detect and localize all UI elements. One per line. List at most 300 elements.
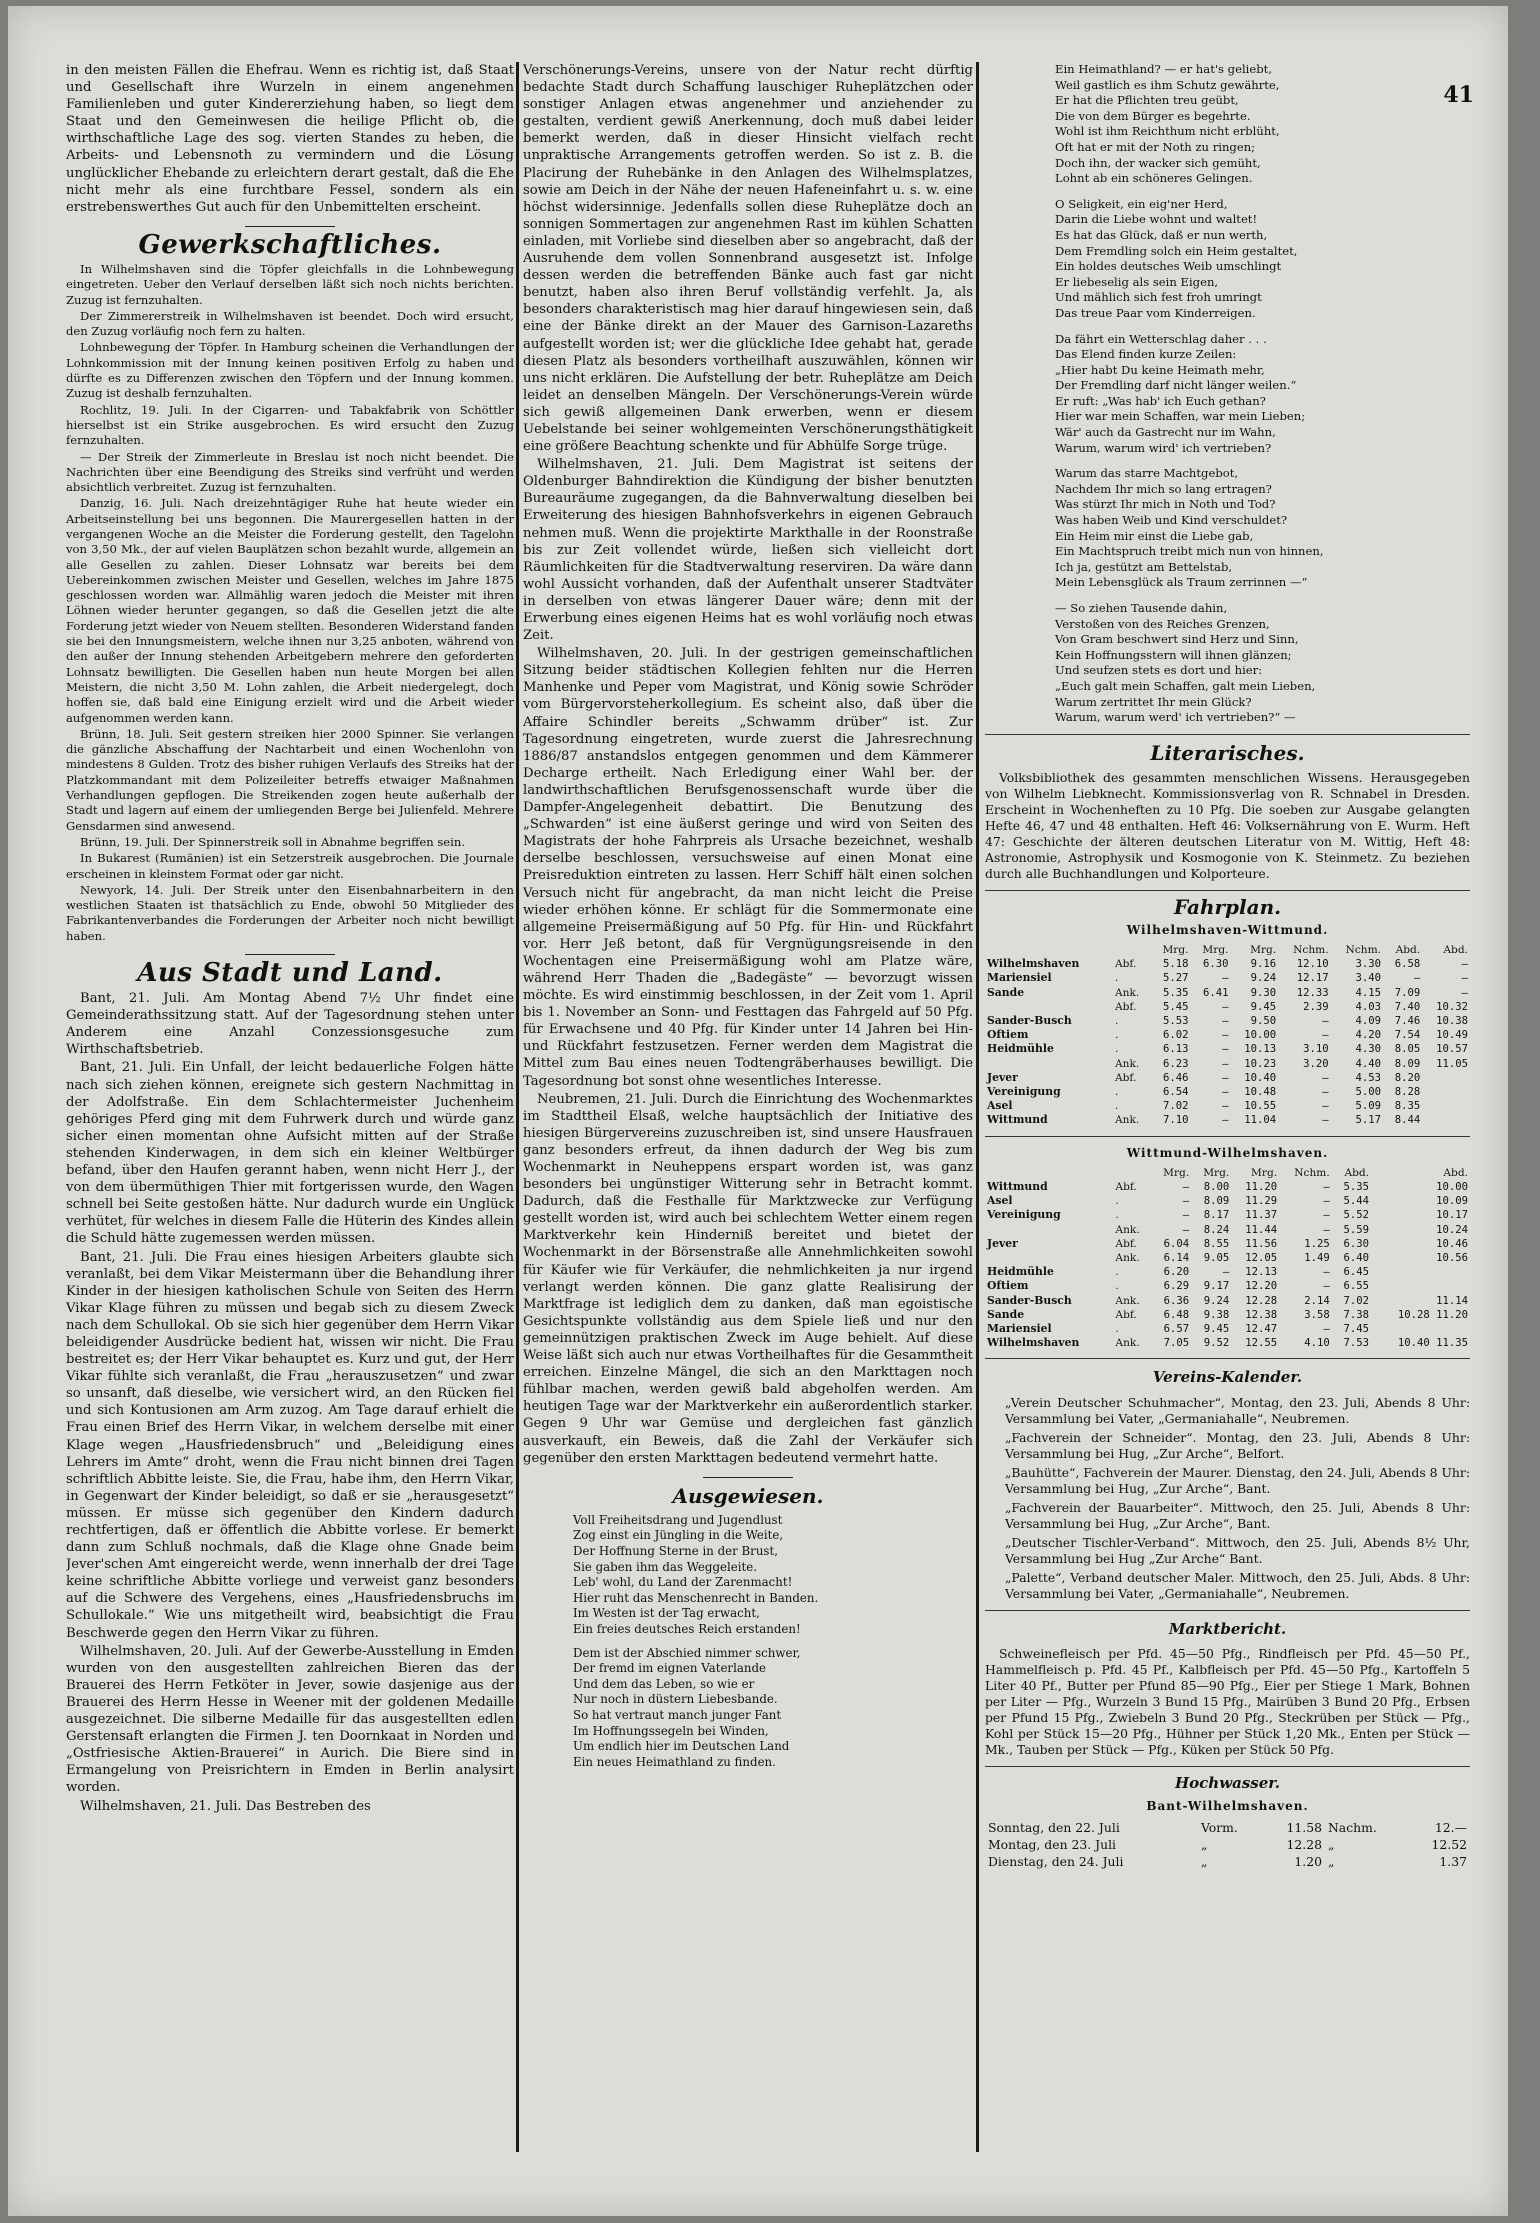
poem-line: Da fährt ein Wetterschlag daher . . .: [1055, 331, 1267, 346]
time-cell: 9.24: [1250, 972, 1277, 985]
arrival-departure: Abf.: [1115, 1237, 1137, 1250]
time-cell: —: [1323, 1266, 1330, 1279]
gewerkschaftliches-section: [66, 262, 514, 944]
time-cell: 6.54: [1163, 1086, 1189, 1099]
time-cell: —: [1323, 1323, 1330, 1335]
time-cell: 6.02: [1163, 1029, 1189, 1042]
tide-value: 12.—: [1434, 1819, 1467, 1835]
time-cell: 11.56: [1245, 1237, 1278, 1250]
news-item: Wilhelmshaven, 21. Juli. Das Bestreben des: [80, 1798, 371, 1814]
poem-line: Warum das starre Machtgebot,: [1055, 466, 1239, 481]
time-cell: —: [1222, 1114, 1229, 1127]
arrival-departure: Abf.: [1115, 1071, 1137, 1084]
time-cell: 6.30: [1343, 1237, 1370, 1250]
arrival-departure: Abf.: [1115, 1000, 1137, 1013]
arrival-departure: .: [1115, 1266, 1119, 1279]
station-name: Heidmühle: [987, 1265, 1054, 1279]
poem-line: Der fremd im eignen Vaterlande: [573, 1661, 767, 1676]
time-cell: 6.40: [1343, 1251, 1370, 1264]
poem-ausgewiesen: [523, 1513, 973, 1771]
time-cell: 1.25: [1304, 1237, 1330, 1250]
timetable-row: [985, 1336, 1470, 1350]
time-cell: 10.09: [1436, 1195, 1468, 1208]
time-cell: 6.45: [1343, 1266, 1370, 1279]
time-cell: 6.20: [1163, 1266, 1190, 1279]
calendar-entry: „Verein Deutscher Schuhmacher“, Montag, den 23. Juli, Abends 8 Uhr: Versammlung bei Vater, „Germaniahalle“, Neubremen.: [1005, 1394, 1470, 1426]
poem-line: Was stürzt Ihr mich in Noth und Tod?: [1055, 497, 1276, 512]
station-name: Asel: [987, 1099, 1013, 1113]
time-cell: 10.55: [1244, 1100, 1277, 1113]
time-cell: [1422, 1099, 1470, 1113]
time-cell: 1.49: [1304, 1251, 1330, 1264]
poem-line: — So ziehen Tausende dahin,: [1055, 601, 1228, 615]
tide-value: „: [1200, 1836, 1208, 1852]
time-cell: 6.36: [1163, 1294, 1190, 1307]
station-name: Heidmühle: [987, 1042, 1054, 1056]
station-name: Vereinigung: [987, 1208, 1061, 1222]
time-cell: 4.03: [1355, 1000, 1381, 1013]
poem-line: Kein Hoffnungsstern will ihnen glänzen;: [1055, 647, 1292, 662]
poem-line: Ich ja, gestützt am Bettelstab,: [1055, 559, 1233, 574]
time-cell: 10.48: [1244, 1086, 1277, 1099]
station-name: Sander-Busch: [987, 1293, 1072, 1307]
market-report: Schweinefleisch per Pfd. 45—50 Pfg., Rindfleisch per Pfd. 45—50 Pf., Hammelfleisch p. Pfd. 45 Pf., Kalbfleisch per Pfd. 45—50 Pfg., Kartoffeln 5 Liter 40 Pf., Butter per Pfund 85—90 Pfg., Eier per Stiege 1 Mark, Bohnen per Liter — Pfg., Wurzeln 3 Bund 15 Pfg., Mairüben 3 Bund 20 Pfg., Erbsen per Pfund 15 Pfg., Zwiebeln 3 Bund 20 Pfg., Steckrüben per Stück — Pfg., Kohl per Stück 15—20 Pfg., Hühner per Stück 1,20 Mk., Enten per Stück — Mk., Tauben per Stück — Pfg., Küken per Stück 50 Pfg.: [985, 1645, 1470, 1757]
divider: [985, 890, 1470, 891]
poem-line: Der Fremdling darf nicht länger weilen.“: [1055, 378, 1297, 393]
time-cell: 5.53: [1163, 1015, 1189, 1028]
timetable-row: [985, 1237, 1470, 1251]
time-cell: —: [1322, 1100, 1329, 1113]
poem-line: Das Elend finden kurze Zeilen:: [1055, 347, 1237, 362]
poem-line: Wohl ist ihm Reichthum nicht erblüht,: [1055, 124, 1280, 139]
poem-line: Und seufzen stets es dort und hier:: [1055, 663, 1263, 678]
arrival-departure: Ank.: [1115, 1251, 1140, 1264]
time-cell: —: [1323, 1280, 1330, 1293]
poem-line: Wär' auch da Gastrecht nur im Wahn,: [1055, 425, 1276, 440]
time-cell: —: [1413, 972, 1421, 985]
calendar-entry: „Bauhütte“, Fachverein der Maurer. Dienstag, den 24. Juli, Abends 8 Uhr: Versammlung bei Hug, „Zur Arche“, Bant.: [1005, 1464, 1470, 1496]
time-cell: 10.00: [1244, 1029, 1277, 1042]
time-cell: 9.45: [1203, 1323, 1230, 1335]
time-cell: —: [1222, 1086, 1229, 1099]
poem-line: Weil gastlich es ihm Schutz gewährte,: [1055, 77, 1280, 92]
poem-line: Was haben Weib und Kind verschuldet?: [1055, 513, 1288, 528]
poem-line: Voll Freiheitsdrang und Jugendlust: [573, 1512, 783, 1527]
poem-line: Nur noch in düstern Liebesbande.: [573, 1692, 778, 1707]
news-item: Neubremen, 21. Juli. Durch die Einrichtung des Wochenmarktes im Stadttheil Elsaß, welche hauptsächlich der Initiative des hiesigen Bürgervereins zuzuschreiben ist, sind unsere Hausfrauen ganz besonders erfreut, da ihnen dadurch der Weg bis zum Wochenmarkt in Neuheppens erspart worden ist, was ganz besonders bei ungünstiger Witterung sehr in Betracht kommt. Dadurch, daß die Festhalle für Marktzwecke zur Verfügung gestellt worden ist, wird auch bei schlechtem Wetter einem regen Marktverkehr kein Hinderniß bereitet und bietet der Wochenmarkt in der Börsenstraße alle Annehmlichkeiten sowohl für Käufer wie für Verkäufer, die nehmlichkeiten ja nur irgend verlangt werden können. Die ganz glatte Realisirung der Marktfrage ist lediglich dem zu danken, daß man egoistische Gesichtspunkte vollständig aus dem Spiele ließ und nur den gemeinnützigen praktischen Zweck im Auge behielt. Auf diese Weise läßt sich auch nur etwas Vortheilhaftes für die Gesammtheit erreichen. Einzelne Mängel, die sich an den Markttagen noch fühlbar machen, werden gewiß bald abgeholfen werden. Am heutigen Tage war der Marktverkehr ein außerordentlich starker. Gegen 9 Uhr war Gemüse und dergleichen fast gänzlich ausverkauft, ein Beweis, daß die Zahl der Verkäufer sich gegenüber den ersten Markttagen bedeutend vermehrt hatte.: [523, 1091, 973, 1466]
station-name: [985, 1223, 1113, 1237]
tide-value: „: [1200, 1853, 1208, 1869]
station-name: Wittmund: [987, 1113, 1048, 1127]
news-item: Danzig, 16. Juli. Nach dreizehntägiger Ruhe hat heute wieder ein Arbeitseinstellung bei uns begonnen. Die Maurergesellen hatten in der vergangenen Woche an die Meister die Forderung gestellt, den Tagelohn von 3,50 Mk., der auf vielen Bauplätzen schon bezahlt wurde, allgemein an alle Gesellen zu zahlen. Dieser Lohnsatz war bereits bei dem Uebereinkommen zwischen Meister und Gesellen, welches im Jahre 1875 geschlossen worden war. Allmählig waren jedoch die Meister mit ihren Löhnen wieder herunter gegangen, so daß die Gesellen jetzt die alte Forderung jetzt wieder von Neuem stellten. Besonderen Widerstand fanden sie bei den Innungsmeistern, welche ihnen nur 3,25 anboten, während von den außer der Innung stehenden Arbeitgebern mehrere den geforderten Lohnsatz bewilligten. Die Gesellen haben nun heute Morgen bei allen Meistern, die nicht 3,50 M. Lohn zahlen, die Arbeit niedergelegt, doch hoffen sie, daß bald eine Einigung erzielt wird und die Arbeit wieder aufgenommen werden kann.: [66, 496, 514, 725]
poem-line: Verstoßen von des Reiches Grenzen,: [1055, 616, 1270, 631]
time-cell: 5.17: [1355, 1114, 1381, 1127]
time-cell: 6.04: [1163, 1237, 1190, 1250]
poem-line: „Hier habt Du keine Heimath mehr,: [1055, 362, 1265, 377]
time-cell: —: [1323, 1209, 1330, 1222]
time-cell: 10.46: [1436, 1237, 1468, 1250]
page-number: 41: [1443, 82, 1474, 108]
time-cell: 11.44: [1245, 1223, 1278, 1236]
tide-row: [985, 1819, 1470, 1836]
tide-row: [985, 1853, 1470, 1870]
news-item: Der Zimmererstreik in Wilhelmshaven ist beendet. Doch wird ersucht, den Zuzug vorläufig noch fern zu halten.: [66, 308, 514, 339]
poem-line: Ein freies deutsches Reich erstanden!: [573, 1621, 801, 1636]
time-cell: 8.00: [1203, 1180, 1230, 1193]
time-cell: 10.32: [1436, 1000, 1468, 1013]
station-name: Jever: [987, 1070, 1018, 1084]
timetable-row: [985, 1099, 1470, 1113]
time-cell: 2.14: [1304, 1294, 1330, 1307]
time-cell: 12.05: [1245, 1251, 1278, 1264]
tide-value: 11.58: [1286, 1819, 1322, 1835]
time-cell: 6.48: [1163, 1308, 1190, 1321]
time-cell: 7.54: [1394, 1029, 1421, 1042]
timetable-row: [985, 1028, 1470, 1042]
poem-line: Ein Heimathland? — er hat's geliebt,: [1055, 62, 1272, 76]
time-cell: [1371, 1279, 1470, 1293]
station-name: Wittmund: [987, 1179, 1048, 1193]
calendar-entry: „Palette“, Verband deutscher Maler. Mittwoch, den 25. Juli, Abds. 8 Uhr: Versammlung bei Vater, „Germaniahalle“, Neubremen.: [1005, 1569, 1470, 1601]
tide-day: Sonntag, den 22. Juli: [988, 1819, 1120, 1835]
time-cell: 12.10: [1296, 958, 1329, 971]
time-cell: 5.45: [1163, 1000, 1189, 1013]
time-cell: 10.28 11.20: [1397, 1308, 1468, 1321]
poem-line: Hier ruht das Menschenrecht in Banden.: [573, 1590, 819, 1605]
section-heading-literarisches: Literarisches.: [1150, 740, 1305, 765]
poem-line: „Euch galt mein Schaffen, galt mein Lieben,: [1055, 678, 1316, 693]
time-cell: 10.24: [1436, 1223, 1468, 1236]
tide-day: Dienstag, den 24. Juli: [988, 1853, 1124, 1869]
poem-line: Warum zertrittet Ihr mein Glück?: [1055, 694, 1252, 709]
poem-line: Oft hat er mit der Noth zu ringen;: [1055, 139, 1256, 154]
time-cell: 7.05: [1163, 1337, 1190, 1350]
time-cell: 5.44: [1343, 1195, 1370, 1208]
timetable-row: [985, 1251, 1470, 1265]
time-cell: 9.38: [1203, 1308, 1230, 1321]
time-cell: 12.17: [1296, 972, 1329, 985]
timetable-row: [985, 986, 1470, 1000]
station-name: Vereinigung: [987, 1085, 1061, 1099]
news-item: Bant, 21. Juli. Am Montag Abend 7½ Uhr findet eine Gemeinderathssitzung statt. Auf der Tagesordnung stehen unter Anderem eine Anzahl Conzessionsgesuche zum Wirthschaftsbetrieb.: [66, 991, 514, 1058]
poem-line: Doch ihn, der wacker sich gemüht,: [1055, 155, 1261, 170]
time-cell: 9.50: [1250, 1015, 1277, 1028]
divider: [703, 1477, 793, 1478]
arrival-departure: Ank.: [1115, 1057, 1140, 1070]
section-heading-hochwasser: Hochwasser.: [1174, 1773, 1281, 1792]
news-item: Wilhelmshaven, 20. Juli. Auf der Gewerbe-Ausstellung in Emden wurden von den ausgestellten zahlreichen Bieren das der Brauerei des Herrn Fetköter in Jever, sowie dasjenige aus der Brauerei des Herrn Hesse in Weener mit der goldenen Medaille ausgezeichnet. Die silberne Medaille für das ausgestellten edlen Gerstensaft erlangten die Firmen J. ten Doornkaat in Norden und „Ostfriesische Aktien-Brauerei“ in Aurich. Die Biere sind in Ermangelung von Preisrichtern in Emden in Berlin analysirt worden.: [66, 1643, 514, 1796]
arrival-departure: .: [1115, 1086, 1119, 1099]
station-name: [985, 1000, 1113, 1014]
time-cell: 5.35: [1163, 986, 1189, 999]
station-name: Wilhelmshaven: [987, 1336, 1080, 1350]
time-cell: —: [1182, 1223, 1190, 1236]
poem-line: Um endlich hier im Deutschen Land: [573, 1739, 790, 1754]
poem-line: Von Gram beschwert sind Herz und Sinn,: [1055, 632, 1299, 647]
time-cell: —: [1323, 1180, 1330, 1193]
time-cell: 5.52: [1343, 1209, 1370, 1222]
timetable-row: [985, 1308, 1470, 1322]
time-cell: 5.00: [1355, 1086, 1381, 1099]
time-cell: —: [1322, 1086, 1329, 1099]
divider: [985, 1610, 1470, 1611]
poem-line: Zog einst ein Jüngling in die Weite,: [573, 1528, 784, 1543]
arrival-departure: .: [1115, 1029, 1119, 1042]
timetable-row: [985, 971, 1470, 985]
news-item: Wilhelmshaven, 21. Juli. Dem Magistrat ist seitens der Oldenburger Bahndirektion die Kündigung der bisher benutzten Bureauräume zugegangen, da die Bahnverwaltung dieselben bei Erweiterung des hiesigen Bahnhofsverkehrs in eigenen Gebrauch nehmen muß. Wenn die projektirte Markthalle in der Roonstraße bis zur Zeit vollendet würde, ließen sich vielleicht dort Räumlichkeiten für die Stadtverwaltung reserviren. Da wäre dann wohl Aussicht vorhanden, daß der Aufenthalt unserer Stadtväter in derselben von etwas längerer Dauer wäre; denn mit der Erwerbung eines eigenen Heims hat es wohl vorläufig noch etwas Zeit.: [523, 457, 973, 644]
time-cell: 9.24: [1203, 1294, 1230, 1307]
time-cell: 7.09: [1394, 986, 1421, 999]
station-name: Mariensiel: [987, 1322, 1052, 1335]
time-cell: 8.09: [1203, 1195, 1230, 1208]
poem-line: Hier war mein Schaffen, war mein Lieben;: [1055, 409, 1306, 424]
column-rule: [516, 62, 519, 2152]
time-cell: 6.58: [1394, 958, 1421, 971]
time-cell: 7.38: [1343, 1308, 1370, 1321]
arrival-departure: Ank.: [1115, 1223, 1140, 1236]
poem-line: Mein Lebensglück als Traum zerrinnen —“: [1055, 575, 1308, 590]
time-cell: 4.30: [1355, 1043, 1381, 1056]
time-cell: 8.17: [1203, 1209, 1230, 1222]
time-cell: 9.05: [1203, 1251, 1230, 1264]
timetable-row: [985, 1223, 1470, 1237]
news-item: Lohnbewegung der Töpfer. In Hamburg scheinen die Verhandlungen der Lohnkommission mit der Innung keinen positiven Erfolg zu haben und dürfte es zu Differenzen zwischen den Töpfern und der Innung kommen. Zuzug ist deshalb fernzuhalten.: [66, 340, 514, 401]
time-cell: —: [1461, 986, 1468, 999]
arrival-departure: Ank.: [1115, 1114, 1140, 1127]
divider: [985, 1358, 1470, 1359]
timetable-header: Mrg. Mrg. Mrg. Nchm. Nchm. Abd. Abd.: [1162, 944, 1468, 957]
station-name: [985, 1057, 1113, 1071]
tide-value: 12.52: [1431, 1836, 1467, 1852]
time-cell: 10.13: [1244, 1043, 1277, 1056]
tide-value: „: [1327, 1836, 1335, 1852]
timetable-row: [985, 1071, 1470, 1085]
time-cell: 8.20: [1394, 1071, 1421, 1084]
stanza-break: [1055, 591, 1470, 601]
news-item: Bant, 21. Juli. Die Frau eines hiesigen Arbeiters glaubte sich veranlaßt, bei dem Vikar Meistermann über die Behandlung ihrer Kinder in der hiesigen katholischen Schule von Seiten des Herrn Vikar Klage führen zu müssen und begab sich zu diesem Zweck nach dem Schullokal. Ob sie sich hier gegenüber dem Herrn Vikar beleidigender Ausdrücke bedient hat, wissen wir nicht. Die Frau bestreitet es; der Herr Vikar behauptet es. Kurz und gut, der Herr Vikar fühlte sich veranlaßt, die Frau „herauszusetzen“ und zwar so unsanft, daß dieselbe, wie versichert wird, an den Rücken fiel und sich Kontusionen am Arm zuzog. Am Tage darauf erhielt die Frau einen Brief des Herrn Vikar, in welchem derselbe mit einer Klage wegen „Hausfriedensbruch“ und „Beleidigung eines Lehrers im Amte“ droht, wenn die Frau nicht binnen drei Tagen schriftlich Abbitte leiste. Sie, die Frau, habe ihm, den Herrn Vikar, in Gegenwart der Kinder beleidigt, so daß er sie „herausgesetzt“ müssen. Er müsse sich gegenüber den Kindern dadurch rechtfertigen, daß er öffentlich die Abbitte vorlese. Er bemerkt dann zum Schluß nochmals, daß die Klage ohne Gnade beim Jever'schen Amt eingereicht werde, wenn innerhalb der drei Tage keine schriftliche Abbitte vorliege und verweist ganz besonders auf die Schwere des Vergehens, eines „Hausfriedensbruchs im Schullokale.“ Wie uns mitgetheilt wird, beabsichtigt die Frau Beschwerde gegen den Herrn Vikar zu führen.: [66, 1249, 514, 1641]
time-cell: 6.30: [1202, 958, 1229, 971]
timetable-body: [985, 1180, 1470, 1350]
time-cell: 7.40: [1394, 1000, 1421, 1013]
timetable-row: [985, 1265, 1470, 1279]
time-cell: 6.46: [1163, 1071, 1189, 1084]
time-cell: [1422, 1085, 1470, 1099]
stanza-break: [573, 1638, 973, 1646]
timetable-row: [985, 1208, 1470, 1222]
time-cell: 10.56: [1436, 1251, 1468, 1264]
time-cell: 11.04: [1244, 1114, 1277, 1127]
time-cell: [1371, 1322, 1470, 1336]
poem-line: Ein neues Heimathland zu finden.: [573, 1754, 776, 1769]
poem-line: Im Westen ist der Tag erwacht,: [573, 1606, 760, 1621]
stanza-break: [1055, 187, 1470, 197]
time-cell: 3.58: [1304, 1308, 1330, 1321]
time-cell: 10.40: [1244, 1071, 1277, 1084]
time-cell: 6.57: [1163, 1323, 1190, 1335]
timetable-header: Mrg. Mrg. Mrg. Nchm. Abd. Abd.: [1163, 1166, 1468, 1179]
time-cell: —: [1222, 1266, 1230, 1279]
time-cell: 9.52: [1203, 1337, 1230, 1350]
poem-line: Lohnt ab ein schöneres Gelingen.: [1055, 171, 1253, 186]
section-heading-gewerkschaftliches: Gewerkschaftliches.: [138, 229, 442, 260]
time-cell: 12.47: [1245, 1323, 1278, 1335]
time-cell: 10.40 11.35: [1397, 1337, 1468, 1350]
time-cell: 4.10: [1304, 1337, 1330, 1350]
news-item: Wilhelmshaven, 20. Juli. In der gestrigen gemeinschaftlichen Sitzung beider städtischen Kollegien fehlten nur die Herren Manhenke und Peper vom Magistrat, und König sowie Schröder vom Bürgervorsteherkollegium. Es scheint also, daß über die Affaire Schindler bereits „Schwamm drüber“ ist. Zur Tagesordnung eingetreten, wurde zuerst die Jahresrechnung 1886/87 anstandslos entgegen genommen und dem Kämmerer Decharge ertheilt. Nach Erledigung einer Wahl ber. der landwirthschaftlichen Berufsgenossenschaft wurde über die Dampfer-Angelegenheit debattirt. Die Benutzung des „Schwarden“ ist eine äußerst geringe und wird von Seiten des Magistrats der hohe Fahrpreis als Ursache bezeichnet, weshalb derselbe beschlossen, versuchsweise auf einen Monat eine Preisreduktion eintreten zu lassen. Herr Schiff hält einen solchen Versuch nicht für angebracht, da man nicht leicht die Preise wieder erhöhen könne. Er schlägt für die Sommermonate eine allgemeine Preisermäßigung auf 50 Pfg. für Hin- und Rückfahrt vor. Herr Jeß betont, daß für Vergnügungsreisende in den Wochentagen eine Preisermäßigung wohl am Platze wäre, während Herr Thaden die „Badegäste“ — bevorzugt wissen möchte. Es wird einstimmig beschlossen, in der Zeit vom 1. April bis 1. November an Sonn- und Festtagen das Fahrgeld auf 50 Pfg. für Erwachsene und 40 Pfg. für Kinder unter 14 Jahren bei Hin- und Rückfahrt festzusetzen. Ferner werden dem Magistrat die Mittel zum Bau eines neuen Todtengräberhauses bewilligt. Die Tagesordnung bot sonst ohne wesentliches Interesse.: [523, 646, 973, 1089]
poem-line: Das treue Paar vom Kinderreigen.: [1055, 305, 1256, 320]
timetable-row: [985, 1000, 1470, 1014]
tide-subtitle: Bant-Wilhelmshaven.: [1146, 1798, 1309, 1813]
arrival-departure: Abf.: [1115, 1180, 1137, 1193]
time-cell: 8.05: [1394, 1043, 1421, 1056]
timetable-wittmund-wilhelmshaven: [985, 1166, 1470, 1351]
time-cell: 8.09: [1394, 1057, 1421, 1070]
station-name: Asel: [987, 1194, 1013, 1208]
arrival-departure: Ank.: [1115, 1294, 1140, 1307]
time-cell: 9.45: [1250, 1000, 1277, 1013]
time-cell: —: [1182, 1195, 1190, 1208]
timetable-body: [985, 957, 1470, 1127]
poem-line: Warum, warum wird' ich vertrieben?: [1055, 440, 1272, 455]
poem-line: Er hat die Pflichten treu geübt,: [1055, 93, 1239, 108]
time-cell: 10.38: [1436, 1015, 1468, 1028]
tide-body: [985, 1819, 1470, 1870]
arrival-departure: .: [1115, 1323, 1119, 1335]
time-cell: 6.55: [1343, 1280, 1370, 1293]
time-cell: 7.45: [1343, 1323, 1370, 1335]
tide-value: Vorm.: [1200, 1819, 1238, 1835]
news-item: Brünn, 18. Juli. Seit gestern streiken hier 2000 Spinner. Sie verlangen die gänzliche Abschaffung der Nachtarbeit und einen Wochenlohn von mindestens 8 Gulden. Trotz des bisher ruhigen Verlaufs des Streiks hat der Platzkommandant mit dem Polizeileiter betreffs etwaiger Maßnahmen Verhandlungen gepflogen. Die Streikenden zogen heute außerhalb der Stadt und lagern auf einem der umliegenden Berge bei Julienfeld. Mehrere Gensdarmen sind anwesend.: [66, 726, 514, 833]
time-cell: 3.20: [1303, 1057, 1329, 1070]
tide-day: Montag, den 23. Juli: [988, 1836, 1117, 1852]
station-name: Wilhelmshaven: [987, 957, 1080, 971]
station-name: Sander-Busch: [987, 1014, 1072, 1028]
literature-notice: Volksbibliothek des gesammten menschlichen Wissens. Herausgegeben von Wilhelm Liebknecht. Kommissionsverlag von R. Schnabel in Dresden. Erscheint in Wochenheften zu 10 Pfg. Die soeben zur Ausgabe gelangten Hefte 46, 47 und 48 enthalten. Heft 46: Volksernährung von E. Wurm. Heft 47: Geschichte der älteren deutschen Literatur von M. Wittig, Heft 48: Astronomie, Astrophysik und Kosmogonie von K. Steinmetz. Zu beziehen durch alle Buchhandlungen und Kolporteure.: [985, 769, 1470, 881]
time-cell: 4.15: [1355, 986, 1381, 999]
news-item: In Bukarest (Rumänien) ist ein Setzerstreik ausgebrochen. Die Journale erscheinen in kleinstem Format oder gar nicht.: [66, 851, 514, 881]
poem-line: Dem ist der Abschied nimmer schwer,: [573, 1645, 801, 1660]
divider: [985, 1766, 1470, 1767]
poem-line: Im Hoffnungssegeln bei Winden,: [573, 1723, 769, 1738]
timetable-row: [985, 1294, 1470, 1308]
time-cell: 3.40: [1355, 972, 1381, 985]
article-continuation: in den meisten Fällen die Ehefrau. Wenn es richtig ist, daß Staat und Gesellschaft ihre Wurzeln in einem angenehmen Familienleben und guter Kindererziehung haben, so liegt dem Staat und den Gemeinwesen die heilige Pflicht ob, die wirthschaftliche Lage des sog. vierten Standes zu heben, die Arbeits- und Lebensnoth zu vermindern und die Lösung unglücklicher Ehebande zu erleichtern derart gestalt, daß die Ehe nicht mehr als eine furchtbare Fessel, sondern als ein erstrebenswerthes Gut auch für den Unbemittelten erscheint.: [66, 63, 514, 215]
poem-line: Und mählich sich fest froh umringt: [1055, 290, 1262, 305]
time-cell: 5.59: [1343, 1223, 1370, 1236]
tide-table: [985, 1819, 1470, 1870]
time-cell: 6.13: [1163, 1043, 1189, 1056]
poem-line: Sie gaben ihm das Weggeleite.: [573, 1559, 757, 1574]
timetable-row: [985, 1279, 1470, 1293]
tide-value: Nachm.: [1327, 1819, 1377, 1835]
station-name: Oftiem: [987, 1279, 1029, 1293]
column-3: [985, 62, 1470, 2172]
news-item: Rochlitz, 19. Juli. In der Cigarren- und Tabakfabrik von Schöttler hierselbst ist ein Strike ausgebrochen. Es wird ersucht den Zuzug fernzuhalten.: [66, 402, 514, 448]
time-cell: 6.23: [1163, 1057, 1189, 1070]
divider: [985, 734, 1470, 735]
arrival-departure: .: [1115, 972, 1119, 985]
time-cell: 2.39: [1303, 1000, 1329, 1013]
time-cell: —: [1222, 1043, 1229, 1056]
tide-value: 1.20: [1294, 1853, 1322, 1869]
time-cell: 10.00: [1436, 1180, 1468, 1193]
time-cell: 8.55: [1203, 1237, 1230, 1250]
news-item: Verschönerungs-Vereins, unsere von der Natur recht dürftig bedachte Stadt durch Schaffung lauschiger Ruheplätzchen oder sonstiger Anlagen etwas angenehmer und anziehender zu gestalten, verdient gewiß Anerkennung, doch muß dabei leider bemerkt werden, daß in dieser Hinsicht vielfach recht unpraktische Arrangements getroffen werden. So ist z. B. die Placirung der Ruhebänke in den Anlagen des Wilhelmsplatzes, sowie am Deich in der Nähe der neuen Hafeneinfahrt u. s. w. eine höchst widersinnige. Jedenfalls sollen diese Ruheplätze doch an sonnigen Sommertagen zur angenehmen Rast im kühlen Schatten einladen, mit Vorliebe sind dieselben aber so angebracht, daß der Ausruhende dem vollen Sonnenbrand ausgesetzt ist. Infolge dessen werden die betreffenden Bänke auch fast gar nicht benutzt, haben also ihren Beruf vollständig verfehlt. Ja, als besonders charakteristisch mag hier darauf hingewiesen sein, daß eine der Bänke direkt an der Mauer des Garnison-Lazareths aufgestellt worden ist; wer die glückliche Idee gehabt hat, gerade diesen Platz als besonders vortheilhaft auszuwählen, können wir uns nicht erklären. Die Aufstellung der betr. Ruheplätze am Deich leidet an denselben Mängeln. Der Verschönerungs-Verein würde sich gewiß allgemeinen Dank erwerben, wenn er diesem Uebelstande bei seiner wohlgemeinten Verschönerungsthätigkeit eine größere Beachtung schenkte und für Abhülfe Sorge trüge.: [523, 63, 973, 455]
poem-line: Dem Fremdling solch ein Heim gestaltet,: [1055, 243, 1298, 258]
stanza-break: [1055, 456, 1470, 466]
time-cell: 3.30: [1355, 958, 1381, 971]
time-cell: 9.17: [1203, 1280, 1230, 1293]
poem-line: O Seligkeit, ein eig'ner Herd,: [1055, 196, 1228, 211]
time-cell: [1371, 1265, 1470, 1279]
poem-line: Die von dem Bürger es begehrte.: [1055, 108, 1251, 123]
station-name: Oftiem: [987, 1028, 1029, 1042]
time-cell: —: [1322, 1029, 1329, 1042]
time-cell: —: [1323, 1223, 1330, 1236]
poem-line: Der Hoffnung Sterne in der Brust,: [573, 1543, 778, 1558]
time-cell: 5.35: [1343, 1180, 1370, 1193]
time-cell: —: [1222, 1000, 1229, 1013]
poem-line: Ein Heim mir einst die Liebe gab,: [1055, 528, 1254, 543]
time-cell: —: [1222, 1015, 1229, 1028]
calendar-entry: „Fachverein der Schneider“. Montag, den 23. Juli, Abends 8 Uhr: Versammlung bei Hug, „Zur Arche“, Belfort.: [1005, 1429, 1470, 1461]
time-cell: 11.29: [1245, 1195, 1278, 1208]
time-cell: —: [1322, 1015, 1329, 1028]
arrival-departure: Ank.: [1115, 1337, 1140, 1350]
poem-line: Er liebeselig als sein Eigen,: [1055, 274, 1219, 289]
time-cell: 4.20: [1355, 1029, 1381, 1042]
time-cell: 3.10: [1303, 1043, 1329, 1056]
time-cell: 12.13: [1245, 1266, 1278, 1279]
arrival-departure: .: [1115, 1195, 1119, 1208]
timetable-row: [985, 1042, 1470, 1056]
poem-line: Darin die Liebe wohnt und waltet!: [1055, 212, 1258, 227]
poem-line: Er ruft: „Was hab' ich Euch gethan?: [1055, 393, 1266, 408]
time-cell: 4.40: [1355, 1057, 1381, 1070]
poem-continuation: [985, 62, 1470, 726]
time-cell: 8.28: [1394, 1086, 1421, 1099]
time-cell: —: [1222, 1029, 1229, 1042]
section-heading-marktbericht: Marktbericht.: [1168, 1619, 1287, 1638]
poem-line: Ein Machtspruch treibt mich nun von hinnen,: [1055, 544, 1324, 559]
timetable-row: [985, 1322, 1470, 1336]
poem-line: Warum, warum werd' ich vertrieben?“ —: [1055, 710, 1296, 725]
poem-line: Ein holdes deutsches Weib umschlingt: [1055, 259, 1282, 274]
time-cell: —: [1222, 972, 1229, 985]
time-cell: 7.02: [1343, 1294, 1370, 1307]
station-name: [985, 1251, 1113, 1265]
arrival-departure: .: [1115, 1043, 1119, 1056]
calendar-entry: „Fachverein der Bauarbeiter“. Mittwoch, den 25. Juli, Abends 8 Uhr: Versammlung bei Hug, „Zur Arche“, Bant.: [1005, 1499, 1470, 1531]
divider: [245, 226, 335, 227]
time-cell: 6.41: [1202, 986, 1229, 999]
time-cell: —: [1322, 1071, 1329, 1084]
time-cell: 8.24: [1203, 1223, 1230, 1236]
time-cell: 7.10: [1163, 1114, 1189, 1127]
arrival-departure: .: [1115, 1280, 1119, 1293]
poem-line: Und dem das Leben, so wie er: [573, 1676, 755, 1691]
tide-row: [985, 1836, 1470, 1853]
time-cell: [1422, 1071, 1470, 1085]
arrival-departure: Ank.: [1115, 986, 1140, 999]
time-cell: 11.20: [1245, 1180, 1278, 1193]
time-cell: —: [1182, 1180, 1190, 1193]
time-cell: 8.44: [1394, 1114, 1421, 1127]
time-cell: —: [1222, 1100, 1229, 1113]
time-cell: 10.23: [1244, 1057, 1277, 1070]
timetable-title: Wilhelmshaven-Wittmund.: [1126, 922, 1329, 937]
time-cell: 9.16: [1250, 958, 1277, 971]
